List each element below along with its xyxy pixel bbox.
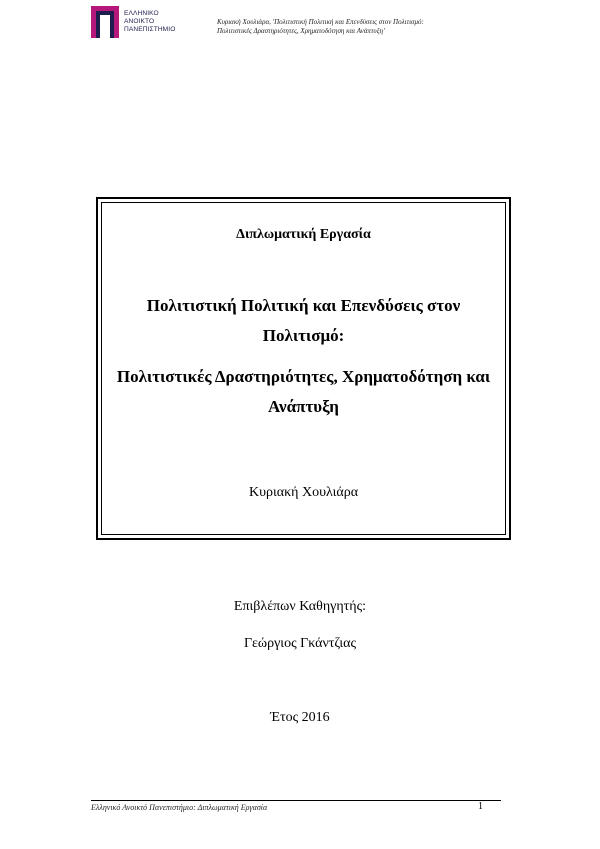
supervisor-label: Επιβλέπων Καθηγητής:	[233, 599, 367, 614]
logo-line-3: ΠΑΝΕΠΙΣΤΗΜΙΟ	[124, 26, 176, 34]
logo-line-2: ΑΝΟΙΚΤΟ	[124, 18, 155, 26]
title-box	[96, 197, 511, 540]
thesis-title-line-2: Πολιτισμό:	[262, 326, 345, 345]
author-name: Κυριακή Χουλιάρα	[248, 485, 359, 500]
thesis-subtitle	[104, 362, 503, 422]
university-logo	[91, 6, 181, 40]
footer-text: Ελληνικό Ανοικτό Πανεπιστήμιο: Διπλωματική Εργασία	[91, 803, 268, 812]
document-type: Διπλωματική Εργασία	[236, 227, 371, 242]
thesis-subtitle-line-1: Πολιτιστικές Δραστηριότητες, Χρηματοδότηση και	[116, 367, 491, 386]
year: Έτος 2016	[270, 710, 330, 725]
logo-text	[124, 10, 184, 35]
header-note	[217, 18, 467, 36]
thesis-subtitle-line-2: Ανάπτυξη	[268, 397, 339, 416]
university-logo-icon	[91, 6, 119, 38]
thesis-title	[112, 291, 495, 351]
header-note-line-2: Πολιτιστικές Δραστηριότητες, Χρηματοδότηση και Ανάπτυξη'	[217, 27, 385, 35]
thesis-title-line-1: Πολιτιστική Πολιτική και Επενδύσεις στον	[146, 296, 461, 315]
logo-line-1: ΕΛΛΗΝΙΚΟ	[124, 10, 159, 17]
header-note-line-1: Κυριακή Χουλιάρα, 'Πολιτιστική Πολιτική και Επενδύσεις στον Πολιτισμό:	[217, 18, 424, 26]
footer-divider	[91, 800, 501, 801]
page-number: 1	[478, 801, 483, 812]
supervisor-name: Γεώργιος Γκάντζιας	[243, 636, 357, 651]
